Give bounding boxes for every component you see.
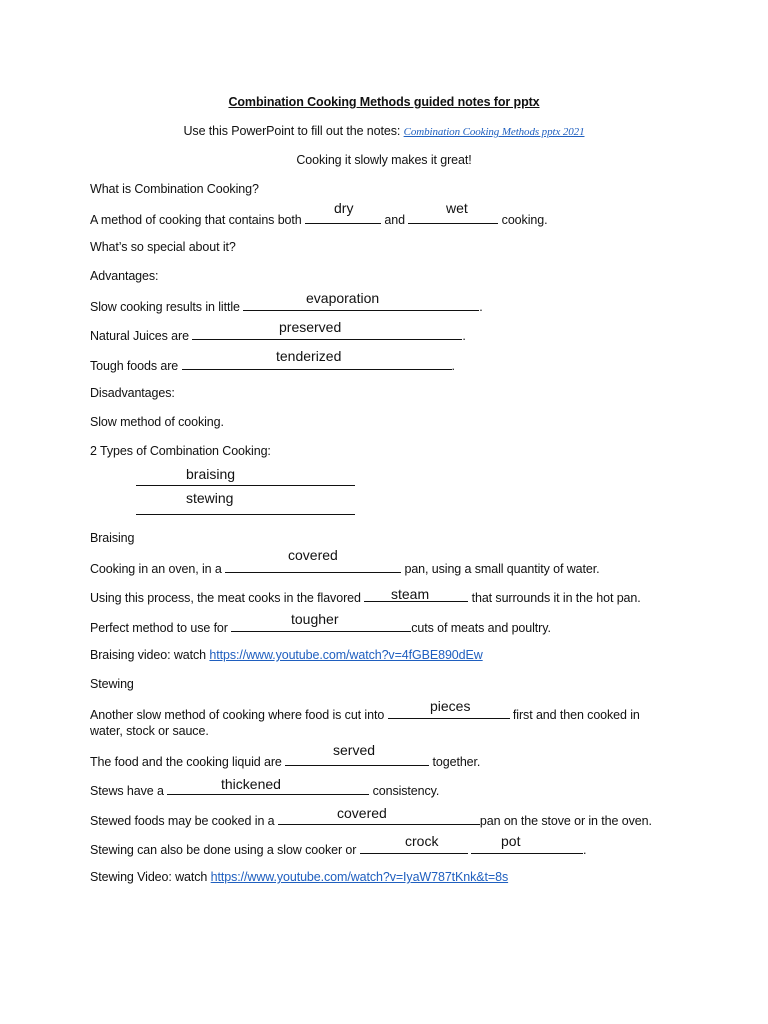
slow-method-line: Slow method of cooking. — [90, 415, 224, 429]
food-liquid-line — [90, 752, 480, 770]
method-line — [90, 210, 547, 228]
answer-dry: dry — [334, 200, 354, 216]
instruction-text: Use this PowerPoint to fill out the notes: — [183, 124, 404, 138]
food-prefix: The food and the cooking liquid are — [90, 755, 286, 769]
answer-covered-1: covered — [288, 547, 338, 563]
answer-evaporation: evaporation — [306, 290, 380, 306]
natural-juices-line — [90, 326, 466, 344]
another-suffix: first and then cooked in — [509, 708, 640, 722]
question-what-is: What is Combination Cooking? — [90, 182, 259, 196]
answer-steam: steam — [391, 586, 430, 602]
answer-wet: wet — [446, 200, 468, 216]
advantages-heading: Advantages: — [90, 269, 159, 283]
answer-thickened: thickened — [221, 776, 281, 792]
oven-suffix: pan, using a small quantity of water. — [401, 562, 600, 576]
answer-stewing: stewing — [186, 490, 234, 506]
slowcooker-prefix: Stewing can also be done using a slow cooker or — [90, 843, 360, 857]
answer-preserved: preserved — [279, 319, 342, 335]
disadvantages-heading: Disadvantages: — [90, 386, 175, 400]
perfect-suffix: cuts of meats and poultry. — [411, 621, 551, 635]
another-prefix: Another slow method of cooking where food is cut into — [90, 708, 388, 722]
stewing-video-link[interactable]: https://www.youtube.com/watch?v=IyaW787tKnk&t=8s — [210, 870, 509, 884]
answer-tougher: tougher — [291, 611, 339, 627]
stews-suffix: consistency. — [369, 784, 440, 798]
stews-prefix: Stews have a — [90, 784, 168, 798]
stewing-heading: Stewing — [90, 677, 134, 691]
slow-suffix: . — [479, 300, 483, 314]
stewed-prefix: Stewed foods may be cooked in a — [90, 814, 278, 828]
oven-line — [90, 559, 600, 577]
braising-video-prefix: Braising video: watch — [90, 648, 210, 662]
method-prefix: A method of cooking that contains both — [90, 213, 305, 227]
juices-prefix: Natural Juices are — [90, 329, 193, 343]
answer-served: served — [333, 742, 376, 758]
type-line-1 — [136, 472, 355, 490]
powerpoint-link[interactable]: Combination Cooking Methods pptx 2021 — [403, 126, 585, 138]
another-method-line-2: water, stock or sauce. — [90, 724, 209, 738]
slowcooker-suffix: . — [583, 843, 587, 857]
answer-tenderized: tenderized — [276, 348, 342, 364]
tough-prefix: Tough foods are — [90, 359, 182, 373]
answer-pieces: pieces — [430, 698, 471, 714]
stewing-video-prefix: Stewing Video: watch — [90, 870, 211, 884]
process-line — [90, 588, 641, 606]
answer-covered-2: covered — [337, 805, 387, 821]
braising-heading: Braising — [90, 531, 135, 545]
blank-stewing — [136, 501, 355, 515]
method-and: and — [381, 213, 409, 227]
slow-prefix: Slow cooking results in little — [90, 300, 244, 314]
blank-pot — [471, 840, 583, 854]
answer-braising: braising — [186, 466, 236, 482]
process-prefix: Using this process, the meat cooks in the flavored — [90, 591, 365, 605]
food-suffix: together. — [429, 755, 481, 769]
answer-pot: pot — [501, 833, 521, 849]
braising-video-link[interactable]: https://www.youtube.com/watch?v=4fGBE890dEw — [209, 648, 483, 662]
type-line-2 — [136, 501, 355, 519]
stewing-video-line — [90, 869, 508, 885]
stewed-suffix: pan on the stove or in the oven. — [479, 814, 652, 828]
two-types-heading: 2 Types of Combination Cooking: — [90, 444, 271, 458]
tough-foods-line — [90, 356, 455, 374]
blank-braising — [136, 472, 355, 486]
method-suffix: cooking. — [498, 213, 548, 227]
instruction-line — [0, 123, 768, 140]
tough-suffix: . — [451, 359, 455, 373]
page-title: Combination Cooking Methods guided notes for pptx — [228, 95, 540, 109]
process-suffix: that surrounds it in the hot pan. — [468, 591, 641, 605]
another-method-line — [90, 705, 640, 723]
slow-cooking-line — [90, 297, 483, 315]
braising-video-line — [90, 647, 483, 663]
oven-prefix: Cooking in an oven, in a — [90, 562, 226, 576]
perfect-prefix: Perfect method to use for — [90, 621, 232, 635]
juices-suffix: . — [462, 329, 466, 343]
answer-crock: crock — [405, 833, 439, 849]
tagline: Cooking it slowly makes it great! — [296, 153, 472, 167]
question-special: What’s so special about it? — [90, 240, 236, 254]
